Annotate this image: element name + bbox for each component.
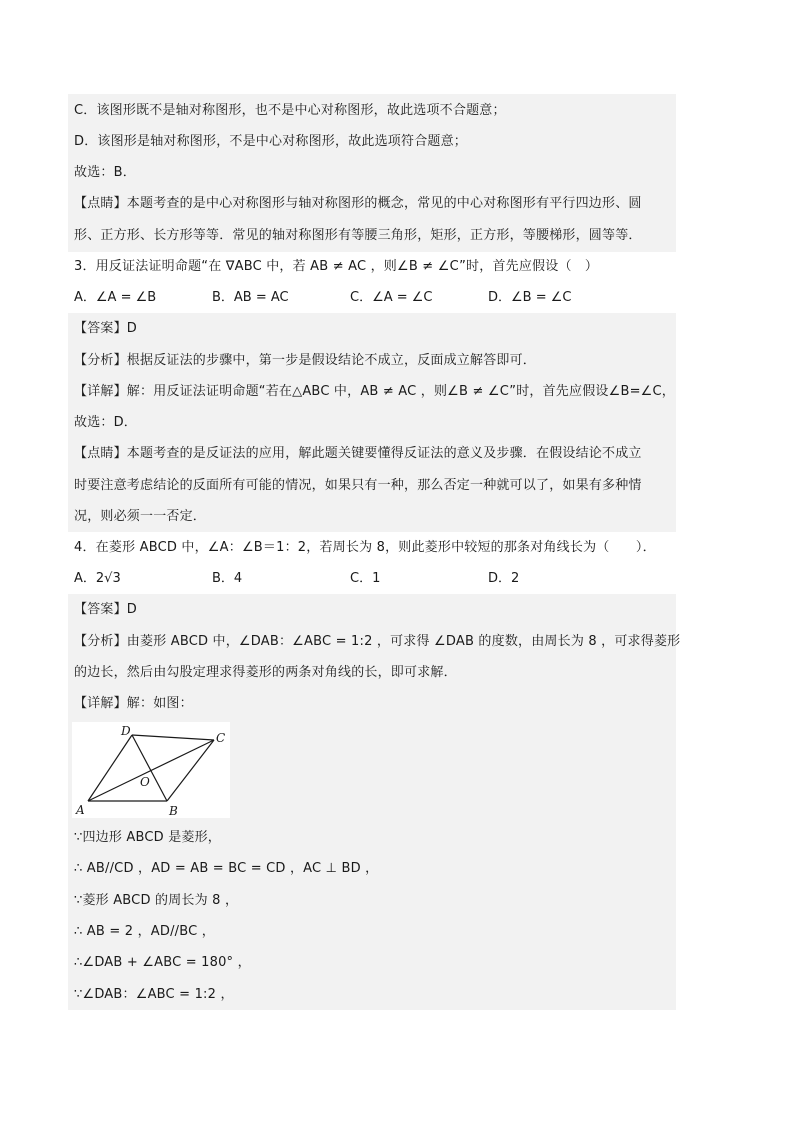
label-b: B [169, 804, 178, 818]
diagonal-bd [132, 735, 167, 801]
label-d: D [121, 724, 131, 738]
side-bc [167, 740, 214, 801]
option-d-explanation: D．该图形是轴对称图形，不是中心对称图形，故此选项符合题意； [74, 134, 468, 149]
q3-tip-2: 时要注意考虑结论的反面所有可能的情况，如果只有一种，那么否定一种就可以了，如果有多种情 [74, 478, 642, 493]
q4-answer: 【答案】D [74, 602, 138, 617]
q4-step-3: ∵菱形 ABCD 的周长为 8 ， [74, 893, 239, 908]
q3-answer: 【答案】D [74, 321, 138, 336]
q4-analysis-1: 【分析】由菱形 ABCD 中，∠DAB：∠ABC = 1:2 ，可求得 ∠DAB 的度数，由周长为 8 ，可求得菱形 [74, 634, 681, 649]
option-c-explanation: C．该图形既不是轴对称图形，也不是中心对称图形，故此选项不合题意； [74, 103, 506, 118]
q3-analysis: 【分析】根据反证法的步骤中，第一步是假设结论不成立，反面成立解答即可． [74, 353, 537, 368]
q4-option-d: D．2 [488, 571, 520, 586]
q3-tip-1: 【点睛】本题考查的是反证法的应用，解此题关键要懂得反证法的意义及步骤．在假设结论不成立 [74, 446, 642, 461]
shaded-block-2 [68, 313, 676, 532]
q4-step-6: ∵∠DAB：∠ABC = 1:2 ， [74, 987, 234, 1002]
question-3-stem: 3．用反证法证明命题“在 ∇ABC 中，若 AB ≠ AC ，则∠B ≠ ∠C”时，首先应假设（ ） [74, 259, 599, 274]
q4-step-4: ∴ AB = 2 ，AD//BC ， [74, 924, 215, 939]
q4-option-a: A．2√3 [74, 571, 121, 586]
q4-step-2: ∴ AB//CD ，AD = AB = BC = CD ，AC ⊥ BD ， [74, 861, 379, 876]
q3-option-d: D．∠B = ∠C [488, 290, 572, 305]
q4-analysis-2: 的边长，然后由勾股定理求得菱形的两条对角线的长，即可求解． [74, 665, 457, 680]
label-o: O [140, 775, 150, 789]
rhombus-diagram [72, 722, 230, 818]
q3-detail-2: 故选：D． [74, 415, 138, 430]
q4-option-c: C．1 [350, 571, 381, 586]
q4-step-5: ∴∠DAB + ∠ABC = 180° ， [74, 955, 251, 970]
label-c: C [216, 731, 226, 745]
choose-line: 故选：B． [74, 165, 136, 180]
label-a: A [76, 803, 85, 817]
q3-detail-1: 【详解】解：用反证法证明命题“若在△ABC 中，AB ≠ AC ，则∠B ≠ ∠C”时，首先应假设∠B=∠C， [74, 384, 676, 399]
rhombus-figure [72, 722, 230, 818]
q4-step-1: ∵四边形 ABCD 是菱形， [74, 830, 222, 845]
q3-option-b: B．AB = AC [212, 290, 289, 305]
side-da [88, 735, 132, 801]
side-cd [132, 735, 214, 740]
q4-option-b: B．4 [212, 571, 243, 586]
q3-option-c: C．∠A = ∠C [350, 290, 433, 305]
q4-detail-head: 【详解】解：如图： [74, 696, 193, 711]
q3-tip-3: 况，则必须一一否定． [74, 509, 207, 524]
question-4-stem: 4．在菱形 ABCD 中，∠A：∠B＝1：2，若周长为 8，则此菱形中较短的那条对角线长为（ ）． [74, 540, 656, 555]
tip-line-2: 形、正方形、长方形等等．常见的轴对称图形有等腰三角形，矩形，正方形，等腰梯形，圆等等． [74, 228, 642, 243]
q3-option-a: A．∠A = ∠B [74, 290, 157, 305]
tip-line-1: 【点睛】本题考查的是中心对称图形与轴对称图形的概念，常见的中心对称图形有平行四边形、圆 [74, 196, 642, 211]
